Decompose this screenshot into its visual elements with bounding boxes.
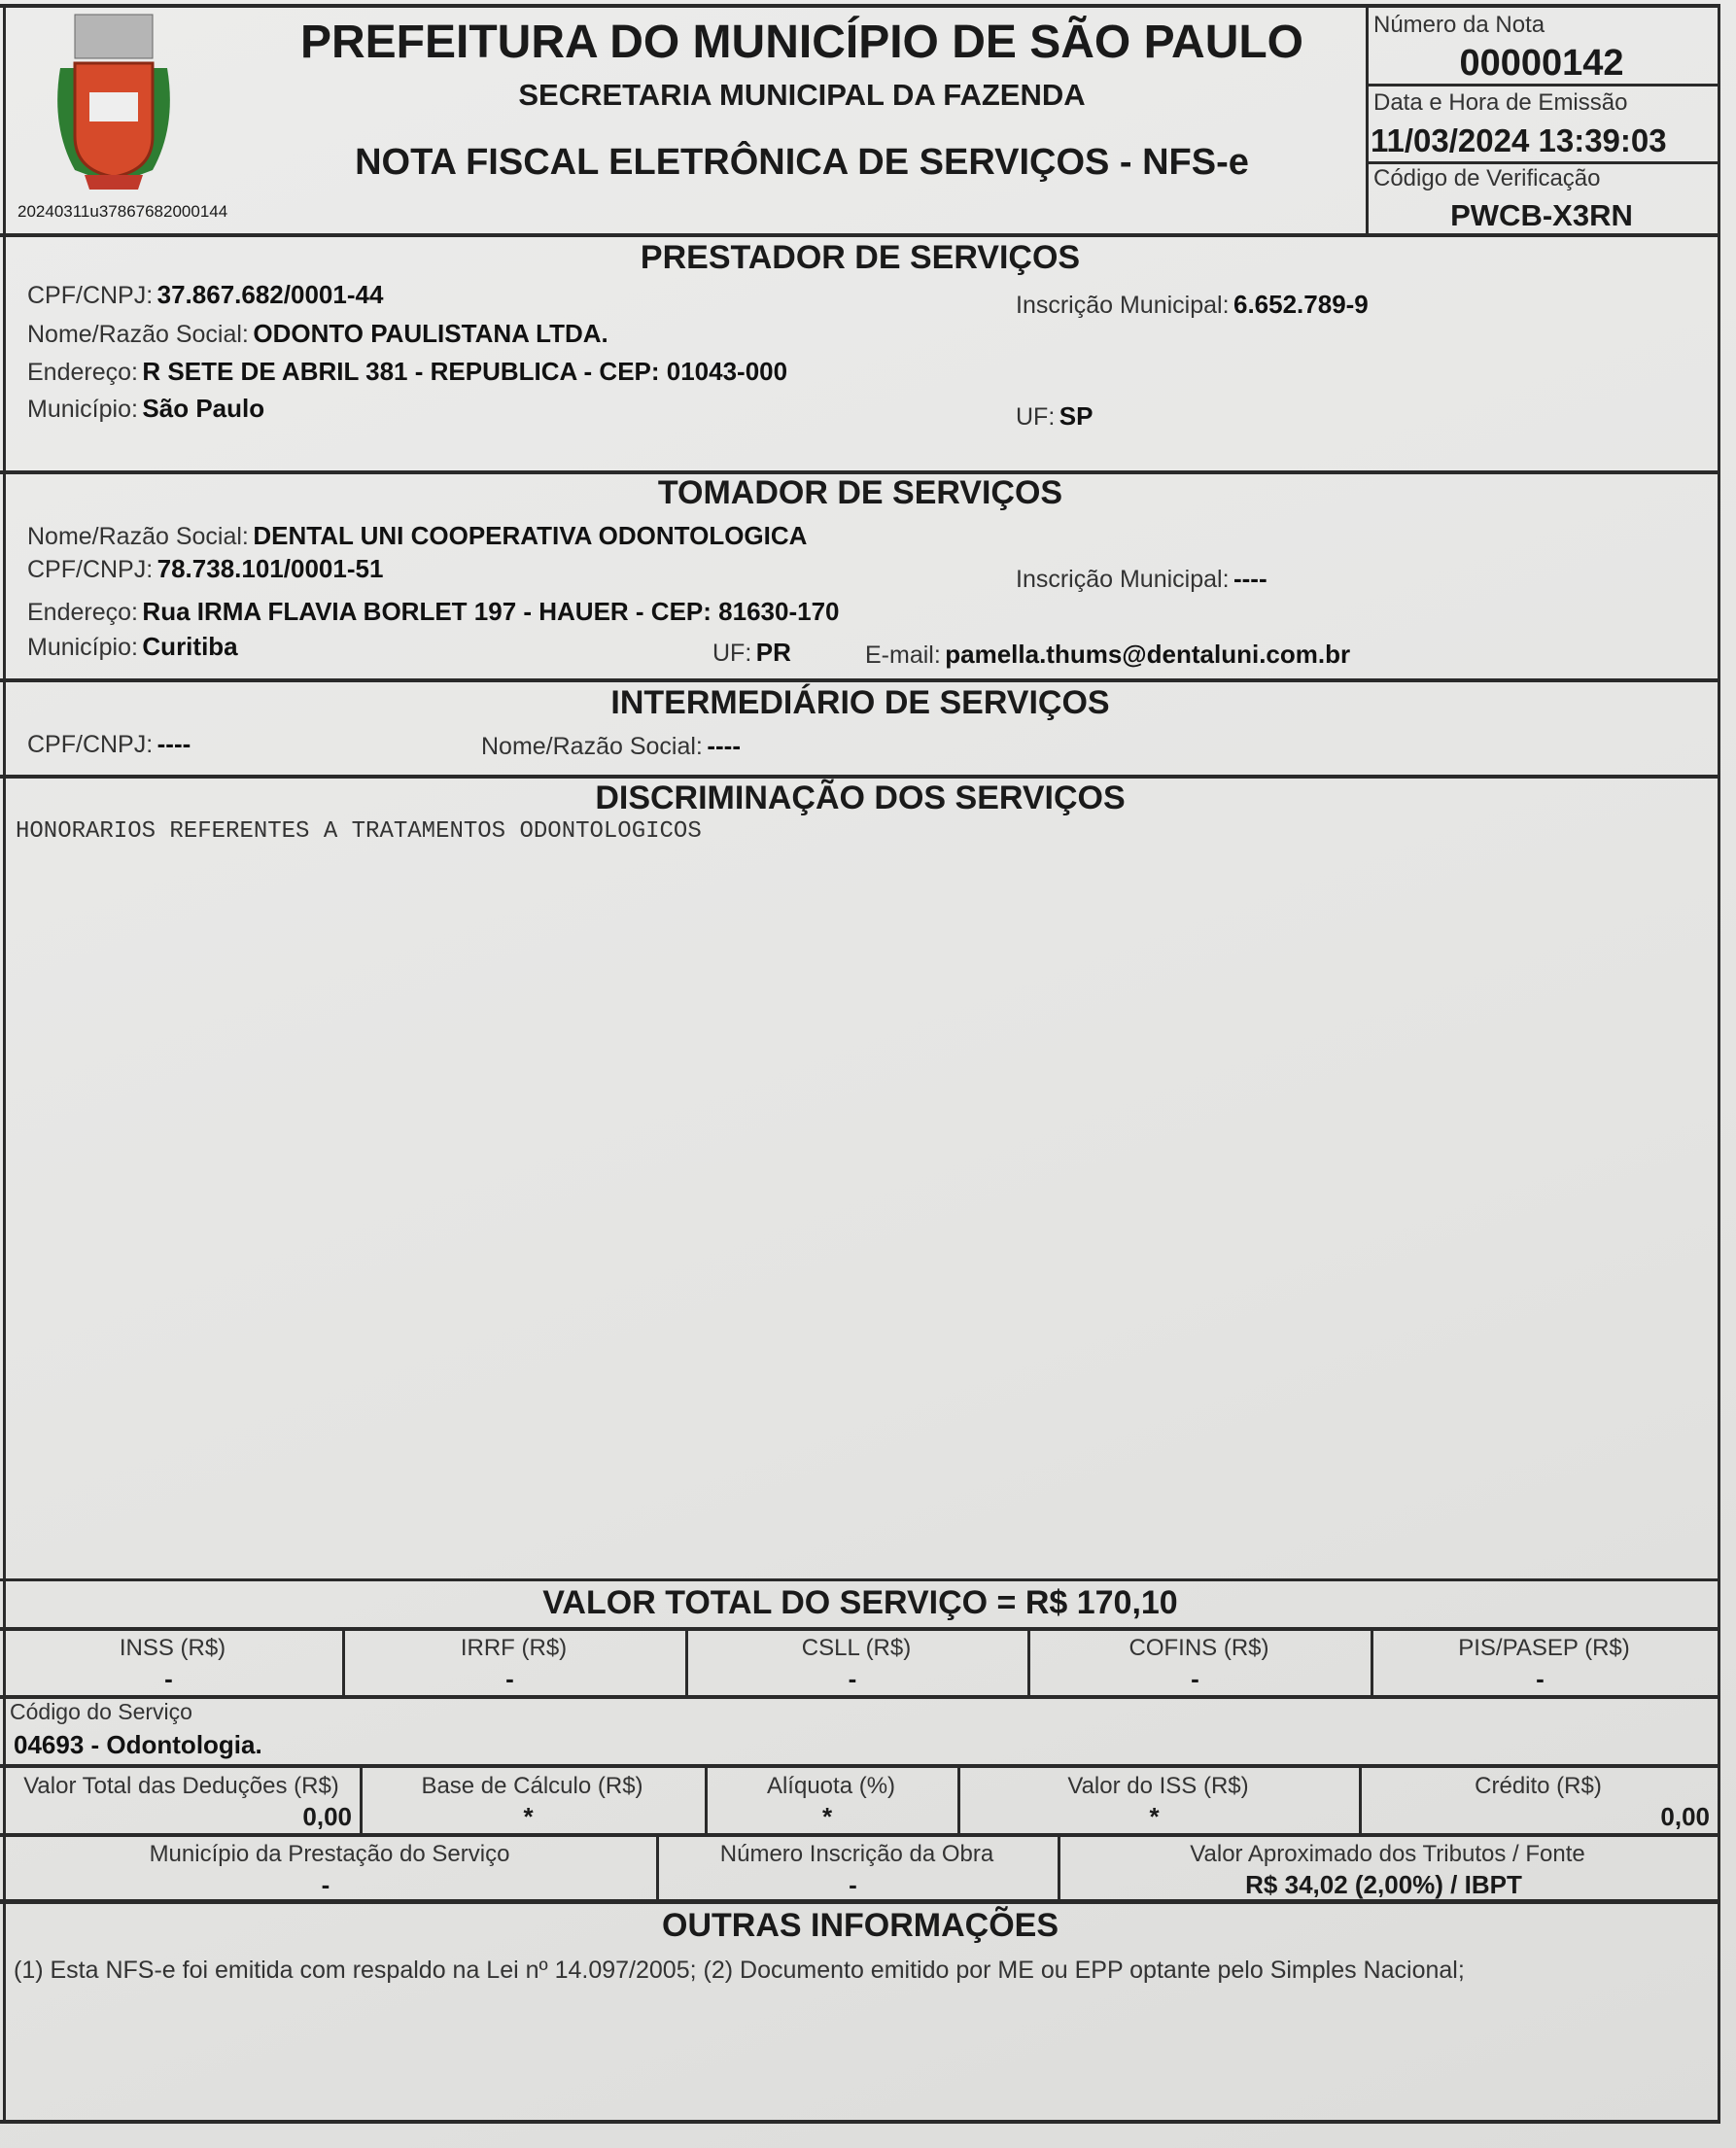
outras-title: OUTRAS INFORMAÇÕES (662, 1907, 1059, 1944)
divider (342, 1629, 345, 1695)
header-subtitle: SECRETARIA MUNICIPAL DA FAZENDA (518, 78, 1086, 112)
label: Nome/Razão Social: (481, 733, 703, 760)
calc-label: Crédito (R$) (1475, 1773, 1602, 1799)
divider (1371, 1629, 1373, 1695)
numero-value: 00000142 (1459, 43, 1624, 84)
divider (0, 1627, 1720, 1631)
tomador-cnpj: 78.738.101/0001-51 (156, 554, 384, 583)
divider (0, 1764, 1720, 1768)
divider (1718, 4, 1720, 2123)
misc-label: Município da Prestação do Serviço (149, 1841, 510, 1867)
taxes-label: PIS/PASEP (R$) (1458, 1635, 1630, 1661)
divider (1366, 84, 1718, 87)
prestador-nome: ODONTO PAULISTANA LTDA. (253, 319, 608, 348)
calc-label: Base de Cálculo (R$) (421, 1773, 643, 1799)
divider (0, 1578, 1720, 1581)
divider (1027, 1629, 1030, 1695)
calc-value: 0,00 (1660, 1802, 1710, 1831)
label: Inscrição Municipal: (1016, 292, 1230, 319)
prestador-cnpj: 37.867.682/0001-44 (156, 280, 384, 309)
discriminacao-text: HONORARIOS REFERENTES A TRATAMENTOS ODONTOLOGICOS (16, 818, 702, 845)
prestador-title: PRESTADOR DE SERVIÇOS (640, 239, 1081, 276)
divider (957, 1767, 960, 1833)
label: CPF/CNPJ: (27, 556, 154, 583)
taxes-label: INSS (R$) (119, 1635, 226, 1661)
taxes-value: - (1191, 1664, 1199, 1693)
intermediario-nome: ---- (707, 731, 741, 760)
label: CPF/CNPJ: (27, 731, 154, 758)
outras-text: (1) Esta NFS-e foi emitida com respaldo na Lei nº 14.097/2005; (2) Documento emitido por ME ou EPP optante pelo Simples Nacional; (14, 1957, 1465, 1984)
prestador-im: 6.652.789-9 (1233, 290, 1369, 319)
divider (0, 775, 1720, 779)
barcode-text: 20240311u37867682000144 (17, 202, 228, 221)
prestador-uf: SP (1059, 401, 1094, 431)
calc-value: * (821, 1802, 833, 1831)
tomador-municipio: Curitiba (142, 632, 238, 661)
divider (0, 2120, 1720, 2124)
divider (656, 1835, 659, 1899)
divider (0, 1695, 1720, 1699)
codigo-label: Código de Verificação (1373, 165, 1601, 191)
label: Inscrição Municipal: (1016, 566, 1230, 593)
misc-value: - (849, 1870, 857, 1899)
calc-value: 0,00 (302, 1802, 352, 1831)
taxes-value: - (505, 1664, 514, 1693)
divider (360, 1767, 363, 1833)
label: Município: (27, 634, 138, 661)
misc-value: - (321, 1870, 330, 1899)
intermediario-cnpj: ---- (156, 729, 191, 758)
tomador-endereco: Rua IRMA FLAVIA BORLET 197 - HAUER - CEP: 81630-170 (142, 597, 840, 626)
tomador-im: ---- (1233, 564, 1267, 593)
tomador-email: pamella.thums@dentaluni.com.br (945, 640, 1351, 669)
prestador-endereco: R SETE DE ABRIL 381 - REPUBLICA - CEP: 01043-000 (142, 357, 788, 386)
tomador-uf: PR (755, 638, 791, 667)
taxes-value: - (848, 1664, 857, 1693)
label: Endereço: (27, 599, 138, 626)
taxes-label: IRRF (R$) (460, 1635, 568, 1661)
label: CPF/CNPJ: (27, 282, 154, 309)
label: UF: (712, 640, 752, 667)
divider (0, 678, 1720, 682)
divider (0, 4, 1720, 8)
numero-label: Número da Nota (1373, 12, 1545, 38)
misc-label: Número Inscrição da Obra (719, 1841, 994, 1867)
tomador-title: TOMADOR DE SERVIÇOS (657, 474, 1063, 511)
intermediario-title: INTERMEDIÁRIO DE SERVIÇOS (610, 684, 1110, 721)
divider (685, 1629, 688, 1695)
label: E-mail: (865, 641, 941, 669)
divider (0, 233, 1720, 237)
calc-label: Valor do ISS (R$) (1067, 1773, 1249, 1799)
divider (1359, 1767, 1362, 1833)
tomador-nome: DENTAL UNI COOPERATIVA ODONTOLOGICA (253, 521, 808, 550)
coat-of-arms-icon (31, 10, 196, 194)
data-label: Data e Hora de Emissão (1373, 89, 1628, 116)
servico-value: 04693 - Odontologia. (14, 1730, 262, 1759)
label: UF: (1016, 403, 1056, 431)
misc-label: Valor Aproximado dos Tributos / Fonte (1190, 1841, 1585, 1867)
label: Endereço: (27, 359, 138, 386)
prestador-municipio: São Paulo (142, 394, 265, 423)
label: Município: (27, 396, 138, 423)
misc-value: R$ 34,02 (2,00%) / IBPT (1245, 1870, 1522, 1899)
valor-total: VALOR TOTAL DO SERVIÇO = R$ 170,10 (542, 1584, 1178, 1621)
calc-label: Valor Total das Deduções (R$) (23, 1773, 339, 1799)
divider (0, 1833, 1720, 1837)
calc-value: * (523, 1802, 534, 1831)
label: Nome/Razão Social: (27, 321, 249, 348)
calc-value: * (1149, 1802, 1160, 1831)
taxes-value: - (164, 1664, 173, 1693)
divider (1366, 161, 1718, 164)
header-title: PREFEITURA DO MUNICÍPIO DE SÃO PAULO (299, 17, 1304, 68)
servico-label: Código do Serviço (10, 1699, 192, 1724)
taxes-label: COFINS (R$) (1128, 1635, 1269, 1661)
calc-label: Alíquota (%) (766, 1773, 896, 1799)
document-title: NOTA FISCAL ELETRÔNICA DE SERVIÇOS - NFS-e (355, 142, 1249, 183)
data-value: 11/03/2024 13:39:03 (1371, 122, 1667, 158)
taxes-label: CSLL (R$) (801, 1635, 912, 1661)
label: Nome/Razão Social: (27, 523, 249, 550)
taxes-value: - (1536, 1664, 1545, 1693)
divider (1058, 1835, 1060, 1899)
discriminacao-title: DISCRIMINAÇÃO DOS SERVIÇOS (595, 780, 1126, 816)
codigo-value: PWCB-X3RN (1450, 198, 1633, 232)
divider (705, 1767, 708, 1833)
divider (0, 1899, 1720, 1904)
